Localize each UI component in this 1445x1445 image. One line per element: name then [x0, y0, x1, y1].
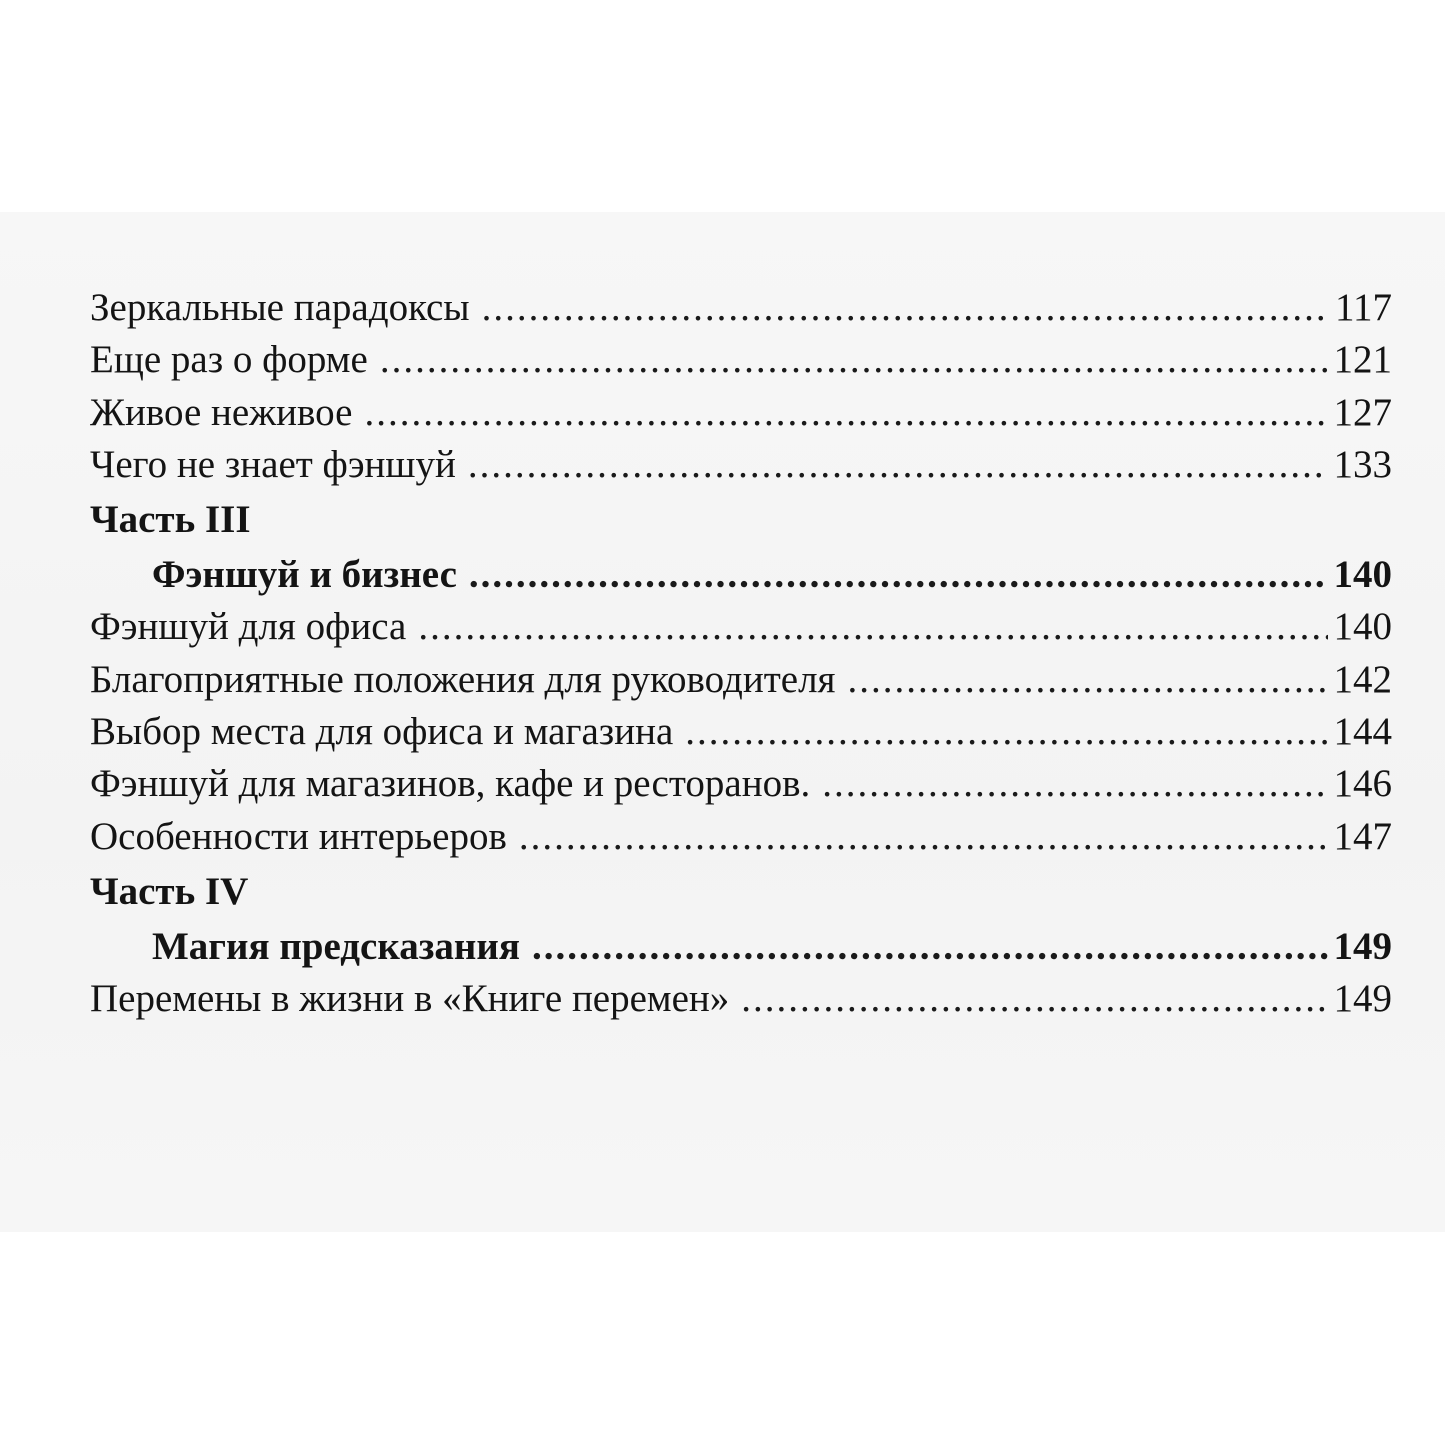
- toc-entry-title: Особенности интерьеров: [90, 814, 507, 858]
- toc-entry-title: Фэншуй для магазинов, кафе и ресторанов.: [90, 762, 811, 806]
- toc-entry: [90, 282, 1392, 334]
- toc-entry-page: 133: [1333, 442, 1392, 486]
- toc-entry: [90, 706, 1392, 758]
- dot-leader: [469, 549, 1328, 601]
- toc-entry: [90, 758, 1392, 810]
- toc-entry-title: Чего не знает фэншуй: [90, 442, 456, 486]
- table-of-contents: [90, 282, 1392, 1026]
- toc-entry-page: 117: [1334, 286, 1392, 329]
- toc-section-page: 149: [1333, 924, 1392, 968]
- dot-leader: [519, 811, 1328, 863]
- toc-entry-page: 121: [1333, 338, 1392, 382]
- toc-entry-page: 149: [1333, 977, 1392, 1021]
- toc-entry: [90, 973, 1392, 1025]
- toc-entry-title: Перемены в жизни в «Книге перемен»: [90, 977, 730, 1021]
- toc-entry: [90, 439, 1392, 491]
- toc-section-page: 140: [1333, 553, 1392, 597]
- dot-leader: [468, 439, 1328, 491]
- dot-leader: [532, 921, 1328, 973]
- toc-entry: [90, 387, 1392, 439]
- toc-entry-page: 144: [1333, 710, 1392, 754]
- dot-leader: [822, 758, 1327, 810]
- toc-entry-title: Благоприятные положения для руководителя: [90, 657, 836, 701]
- dot-leader: [380, 334, 1328, 386]
- toc-entry-page: 146: [1333, 762, 1392, 806]
- toc-section: [90, 549, 1392, 601]
- toc-entry: [90, 601, 1392, 653]
- toc-entry-title: Живое неживое: [90, 390, 353, 434]
- toc-section-title: Фэншуй и бизнес: [152, 553, 457, 597]
- dot-leader: [418, 601, 1327, 653]
- toc-entry: [90, 654, 1392, 706]
- toc-entry-page: 140: [1333, 605, 1392, 649]
- toc-entry: [90, 334, 1392, 386]
- toc-section-title: Магия предсказания: [152, 924, 520, 968]
- part-heading-4: Часть IV: [90, 869, 249, 913]
- toc-entry-page: 127: [1333, 390, 1392, 434]
- toc-entry-title: Зеркальные парадоксы: [90, 286, 470, 329]
- dot-leader: [741, 973, 1327, 1025]
- toc-entry-page: 142: [1333, 657, 1392, 701]
- toc-entry-page: 147: [1333, 814, 1392, 858]
- part-heading-3: Часть III: [90, 498, 251, 542]
- dot-leader: [482, 282, 1329, 334]
- toc-entry-title: Выбор места для офиса и магазина: [90, 710, 674, 754]
- dot-leader: [685, 706, 1327, 758]
- toc-section: [90, 921, 1392, 973]
- dot-leader: [364, 387, 1327, 439]
- toc-entry: [90, 811, 1392, 863]
- dot-leader: [848, 654, 1328, 706]
- toc-entry-title: Фэншуй для офиса: [90, 605, 407, 649]
- toc-entry-title: Еще раз о форме: [90, 338, 368, 382]
